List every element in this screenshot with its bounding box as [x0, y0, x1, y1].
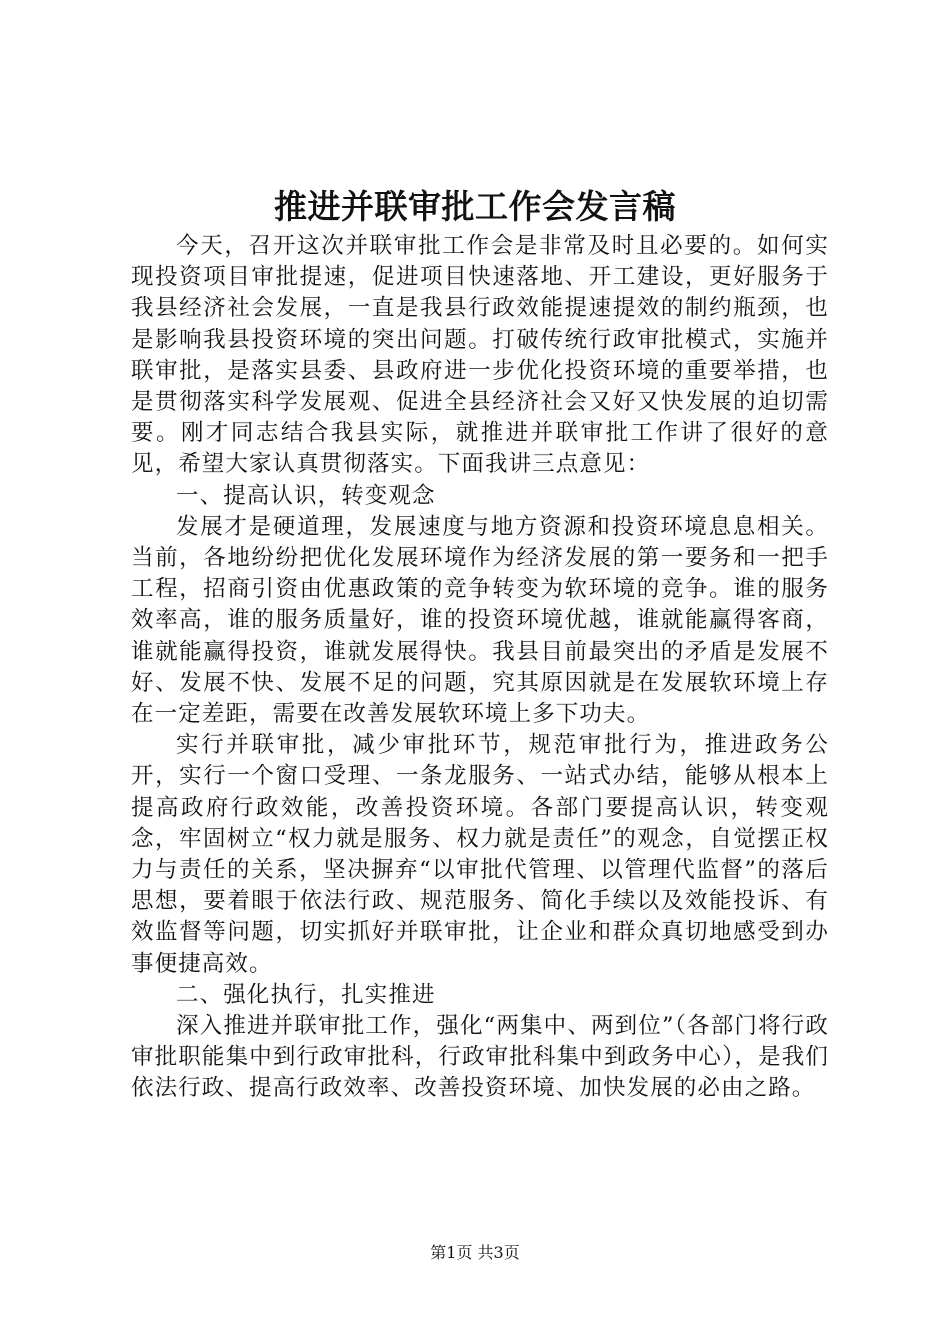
- section-heading-2: 二、强化执行，扎实推进: [176, 981, 436, 1008]
- paragraph: 深入推进并联审批工作，强化“两集中、两到位”（各部门将行政审批职能集中到行政审批科，行政审批科集中到政务中心），是我们依法行政、提高行政效率、改善投资环境、加快发展的必由之路。: [131, 1013, 829, 1102]
- document-title: 推进并联审批工作会发言稿: [274, 187, 676, 226]
- paragraph-intro: 今天，召开这次并联审批工作会是非常及时且必要的。如何实现投资项目审批提速，促进项目快速落地、开工建设，更好服务于我县经济社会发展，一直是我县行政效能提速提效的制约瓶颈，也是影响我县投资环境的突出问题。打破传统行政审批模式，实施并联审批，是落实县委、县政府进一步优化投资环境的重要举措，也是贯彻落实科学发展观、促进全县经济社会又好又快发展的迫切需要。刚才同志结合我县实际，就推进并联审批工作讲了很好的意见，希望大家认真贯彻落实。下面我讲三点意见：: [131, 233, 829, 478]
- page-number: 第1页 共3页: [430, 1243, 520, 1262]
- document-body: [131, 231, 829, 1105]
- paragraph: 发展才是硬道理，发展速度与地方资源和投资环境息息相关。当前，各地纷纷把优化发展环境作为经济发展的第一要务和一把手工程，招商引资由优惠政策的竞争转变为软环境的竞争。谁的服务效率高，谁的服务质量好，谁的投资环境优越，谁就能赢得客商，谁就能赢得投资，谁就发展得快。我县目前最突出的矛盾是发展不好、发展不快、发展不足的问题，究其原因就是在发展软环境上存在一定差距，需要在改善发展软环境上多下功夫。: [131, 513, 829, 728]
- paragraph: 实行并联审批，减少审批环节，规范审批行为，推进政务公开，实行一个窗口受理、一条龙服务、一站式办结，能够从根本上提高政府行政效能，改善投资环境。各部门要提高认识，转变观念，牢固树立“权力就是服务、权力就是责任”的观念，自觉摆正权力与责任的关系，坚决摒弃“以审批代管理、以管理代监督”的落后思想，要着眼于依法行政、规范服务、简化手续以及效能投诉、有效监督等问题，切实抓好并联审批，让企业和群众真切地感受到办事便捷高效。: [131, 732, 829, 977]
- section-heading-1: 一、提高认识，转变观念: [176, 482, 436, 509]
